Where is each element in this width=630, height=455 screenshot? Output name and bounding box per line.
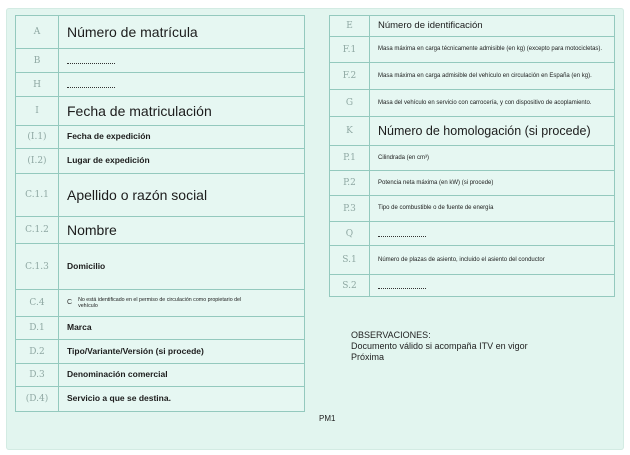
observaciones-block bbox=[351, 330, 528, 362]
left-row-b bbox=[16, 49, 304, 73]
field-code: K bbox=[330, 117, 370, 145]
field-label: Fecha de expedición bbox=[67, 131, 151, 142]
field-code: B bbox=[16, 49, 59, 72]
field-code: (I.1) bbox=[16, 126, 59, 148]
blank-field-line bbox=[67, 63, 115, 64]
field-code: S.1 bbox=[330, 246, 370, 274]
left-row-a bbox=[16, 16, 304, 49]
left-row-d2 bbox=[16, 340, 304, 364]
field-label: Fecha de matriculación bbox=[67, 102, 212, 119]
right-row-s1 bbox=[330, 246, 614, 275]
field-label: Número de identificación bbox=[378, 19, 483, 31]
observaciones-line-2: Próxima bbox=[351, 351, 385, 362]
field-code: C.1.2 bbox=[16, 217, 59, 243]
field-code: D.1 bbox=[16, 317, 59, 339]
field-code: (D.4) bbox=[16, 387, 59, 411]
left-row-i2 bbox=[16, 149, 304, 174]
blank-field-line bbox=[67, 87, 115, 88]
left-field-table bbox=[15, 15, 305, 412]
field-code: P.1 bbox=[330, 146, 370, 170]
right-row-k bbox=[330, 117, 614, 146]
field-label: Número de homologación (si procede) bbox=[378, 123, 591, 138]
left-row-c12 bbox=[16, 217, 304, 244]
field-code: F.2 bbox=[330, 63, 370, 89]
c4-text: No está identificado en el permiso de circulación como propietario del vehículo bbox=[78, 296, 242, 309]
field-label: Servicio a que se destina. bbox=[67, 393, 171, 404]
field-code: A bbox=[16, 16, 59, 48]
field-label: Masa del vehículo en servicio con carrocería, y con dispositivo de acoplamiento. bbox=[378, 99, 592, 106]
pm1-mark: PM1 bbox=[319, 414, 336, 423]
blank-field-line bbox=[378, 236, 426, 237]
field-label: Nombre bbox=[67, 221, 117, 238]
field-code: G bbox=[330, 90, 370, 116]
field-label: Masa máxima en carga admisible del vehículo en circulación en España (en kg). bbox=[378, 72, 592, 79]
right-row-g bbox=[330, 90, 614, 117]
right-row-p1 bbox=[330, 146, 614, 171]
right-row-e bbox=[330, 16, 614, 37]
field-code: H bbox=[16, 73, 59, 96]
field-label: Número de plazas de asiento, incluido el asiento del conductor bbox=[378, 256, 545, 263]
field-code: Q bbox=[330, 222, 370, 245]
field-code: E bbox=[330, 16, 370, 36]
vehicle-permit-sheet bbox=[6, 8, 624, 450]
right-field-table bbox=[329, 15, 615, 297]
blank-field bbox=[370, 275, 614, 296]
field-label: Masa máxima en carga técnicamente admisible (en kg) (excepto para motocicletas). bbox=[378, 46, 603, 53]
left-row-i bbox=[16, 97, 304, 126]
field-label: Número de matrícula bbox=[67, 23, 198, 40]
c4-letter: C bbox=[67, 298, 73, 306]
field-label: Potencia neta máxima (en kW) (si procede) bbox=[378, 179, 494, 186]
right-row-s2 bbox=[330, 275, 614, 296]
left-row-c11 bbox=[16, 174, 304, 217]
right-row-f1 bbox=[330, 37, 614, 63]
field-label: Tipo/Variante/Versión (si procede) bbox=[67, 345, 204, 356]
left-row-h bbox=[16, 73, 304, 97]
observaciones-title: OBSERVACIONES: bbox=[351, 330, 431, 340]
field-label bbox=[59, 290, 304, 316]
right-row-f2 bbox=[330, 63, 614, 90]
right-row-q bbox=[330, 222, 614, 246]
right-row-p3 bbox=[330, 196, 614, 222]
observaciones-line-1: Documento válido si acompaña ITV en vigor bbox=[351, 340, 528, 351]
field-label: Cilindrada (en cm³) bbox=[378, 154, 430, 161]
left-row-d3 bbox=[16, 364, 304, 387]
left-row-i1 bbox=[16, 126, 304, 149]
field-code: S.2 bbox=[330, 275, 370, 296]
field-code: (I.2) bbox=[16, 149, 59, 173]
left-row-c4 bbox=[16, 290, 304, 317]
field-label: Domicilio bbox=[67, 260, 106, 271]
field-code: C.1.1 bbox=[16, 174, 59, 216]
blank-field-line bbox=[378, 288, 426, 289]
right-row-p2 bbox=[330, 171, 614, 196]
field-code: C.4 bbox=[16, 290, 59, 316]
field-code: I bbox=[16, 97, 59, 125]
field-code: F.1 bbox=[330, 37, 370, 62]
blank-field bbox=[370, 222, 614, 245]
left-row-c13 bbox=[16, 244, 304, 290]
field-label: Marca bbox=[67, 322, 92, 333]
field-label: Lugar de expedición bbox=[67, 155, 150, 166]
blank-field bbox=[59, 49, 304, 72]
field-code: D.3 bbox=[16, 364, 59, 386]
field-code: P.2 bbox=[330, 171, 370, 195]
field-code: D.2 bbox=[16, 340, 59, 363]
field-label: Denominación comercial bbox=[67, 369, 168, 380]
blank-field bbox=[59, 73, 304, 96]
field-label: Apellido o razón social bbox=[67, 186, 208, 203]
left-row-d1 bbox=[16, 317, 304, 340]
field-code: C.1.3 bbox=[16, 244, 59, 289]
field-label: Tipo de combustible o de fuente de energía bbox=[378, 205, 494, 212]
left-row-d4 bbox=[16, 387, 304, 411]
field-code: P.3 bbox=[330, 196, 370, 221]
